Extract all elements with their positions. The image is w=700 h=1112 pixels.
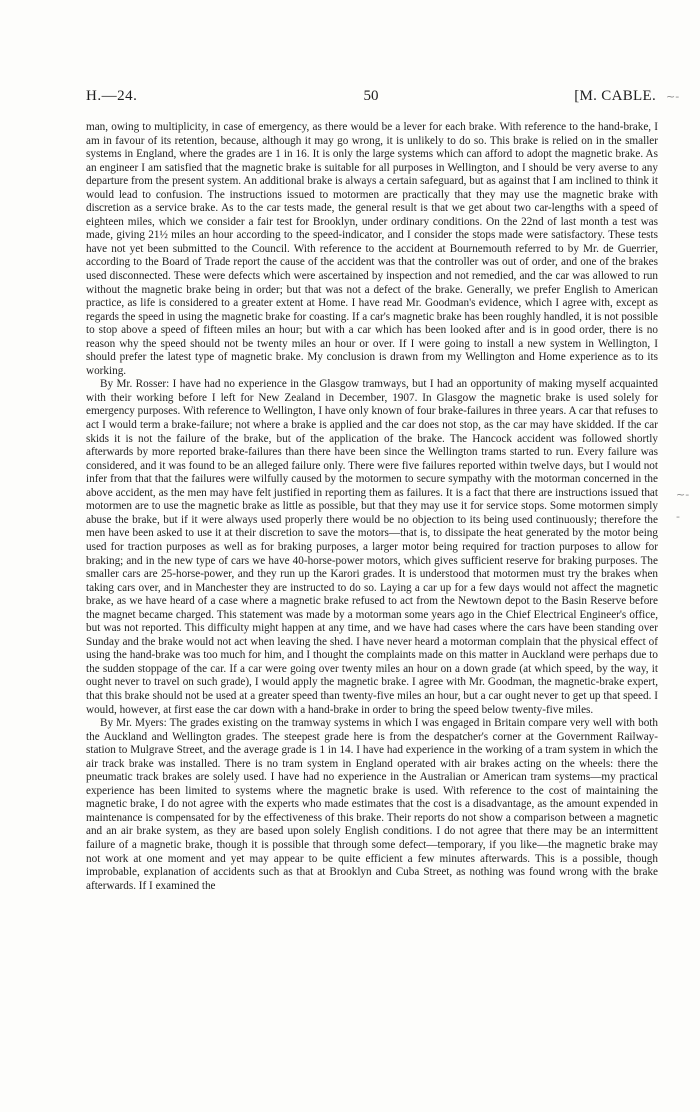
paragraph-2-speaker: By Mr. Rosser: [100, 378, 170, 391]
paragraph-3-speaker: By Mr. Myers: [100, 717, 167, 730]
paragraph-2-text: I have had no experience in the Glasgow tramways, but I had an opportunity of making myself acquainted with their working before I left for New Zealand in December, 1907. In Glasgow the magnetic brake is used solely for emergency purposes. With reference to Wellington, I have only known of four brake-failures in three years. A car that refuses to act I would term a brake-failure; not where a brake is applied and the car does not stop, as the car may have skidded. If the car skids it is not the failure of the brake, but of the application of the brake. The Hancock accident was followed shortly afterwards by more reported brake-failures than there have been since the Wellington trams started to run. Every failure was considered, and it was found to be an alleged failure only. There were five failures reported within twelve days, but I would not infer from that that the failures were wilfully caused by the motormen to secure sympathy with the motorman concerned in the above accident, as the men may have felt justified in reporting them as failures. It is a fact that there are instructions issued that motormen are to use the magnetic brake as little as possible, but that they may use it for service stops. Some motormen simply abuse the brake, but if it were always used properly there would be no objection to its being used continuously; therefore the men have been asked to use it at their discretion to save the motors—that is, to dissipate the heat generated by the motor being used for traction purposes as well as for braking purposes, a larger motor being required for traction purposes to allow for braking; and in the new type of cars we have 40-horse-power motors, which gives sufficient reserve for braking purposes. The smaller cars are 25-horse-power, and they run up the Karori grades. It is understood that motormen must try the brakes when taking cars over, and in Manchester they are instructed to do so. Laying a car up for a few days would not affect the magnetic brake, as we have heard of a case where a magnetic brake refused to act from the Newtown depot to the Basin Reserve before the magnet became charged. This statement was made by a motorman some years ago in the Chief Electrical Engineer's office, but was not reported. This difficulty might happen at any time, and we have had cases where the cars have been standing over Sunday and the brake would not act when leaving the shed. I have never heard a motorman complain that the physical effect of using the hand-brake was too much for him, and I thought the complaints made on this matter in Auckland were perhaps due to the sudden stoppage of the car. If a car were going over twenty miles an hour on a down grade (at which speed, by the way, it ought never to travel on such grade), I would apply the magnetic brake. I agree with Mr. Goodman, the magnetic-brake expert, that this brake should not be used at a greater speed than twenty-five miles an hour, but a car ought never to get up that speed. I would, however, at first ease the car down with a hand-brake in order to bring the speed below twenty-five miles. [86, 378, 658, 716]
paragraph-3-text: The grades existing on the tramway systems in which I was engaged in Britain compare very well with both the Auckland and Wellington grades. The steepest grade here is from the despatcher's corner at the Government Railway-station to Mulgrave Street, and the average grade is 1 in 14. I have had experience in the working of a tram system in which the air track brake was installed. There is no tram system in England operated with air brakes acting on the wheels: there the pneumatic track brakes are solely used. I have had no experience in the Australian or American tram systems—my practical experience has been limited to systems where the magnetic brake is used. With reference to the cost of maintaining the magnetic brake, I do not agree with the experts who made estimates that the cost is a disadvantage, as the amount expended in maintenance is compensated for by the effectiveness of this brake. Their reports do not show a comparison between a magnetic and an air brake system, as they are based upon solely English conditions. I do not agree that there may be an intermittent failure of a magnetic brake, though it is possible that through some defect—temporary, if you like—the magnetic brake may not work at one moment and yet may appear to be quite efficient a few minutes afterwards. This is a possible, though improbable, explanation of accidents such as that at Brooklyn and Cuba Street, as nothing was found wrong with the brake afterwards. If I examined the [86, 717, 658, 892]
margin-mark: - [676, 510, 680, 523]
paragraph-3 [86, 717, 658, 893]
page-number: 50 [363, 88, 379, 104]
paragraph-1 [86, 121, 658, 378]
paragraph-1-text: man, owing to multiplicity, in case of emergency, as there would be a lever for each brake. With reference to the hand-brake, I am in favour of its retention, because, although it may go wrong, it is unlikely to do so. This brake is relied on in the smaller systems in England, where the grades are 1 in 16. It is only the large systems which can afford to adopt the magnetic brake. As an engineer I am satisfied that the magnetic brake is suitable for all purposes in Wellington, and I should be very averse to any departure from the present system. An additional brake is always a certain safeguard, but as against that I am inclined to think it would lead to confusion. The instructions issued to motormen are practically that they may use the magnetic brake with discretion as a service brake. As to the car tests made, the general result is that we get about two car-lengths with a speed of eighteen miles, which we consider a fair test for Brooklyn, under ordinary conditions. On the 22nd of last month a test was made, giving 21½ miles an hour according to the speed-indicator, and I consider the stops made were satisfactory. These tests have not yet been submitted to the Council. With reference to the accident at Bournemouth referred to by Mr. de Guerrier, according to the Board of Trade report the cause of the accident was that the controller was out of order, and one of the brakes used disconnected. These were defects which were ascertained by inspection and not remedied, and the car was allowed to run without the magnetic brake being in order; but that was not a defect of the brake. Generally, we prefer English to American practice, as life is considered to a greater extent at Home. I have read Mr. Goodman's evidence, which I agree with, except as regards the speed in using the magnetic brake for coasting. If a car's magnetic brake has been roughly handled, it is not possible to stop above a speed of fifteen miles an hour; but with a car which has been looked after and is in good order, there is no reason why the speed should not be twenty miles an hour or over. If I were going to install a new system in Wellington, I should prefer the latest type of magnetic brake. My conclusion is drawn from my Wellington and Home experience as to its working. [86, 121, 658, 377]
paragraph-2 [86, 378, 658, 717]
margin-mark: ~- [676, 488, 690, 501]
report-code: H.—24. [86, 88, 138, 104]
page-header [86, 88, 656, 110]
witness-name: [M. CABLE. [574, 88, 656, 104]
body-text [86, 121, 658, 893]
margin-mark: ~- [666, 90, 680, 103]
